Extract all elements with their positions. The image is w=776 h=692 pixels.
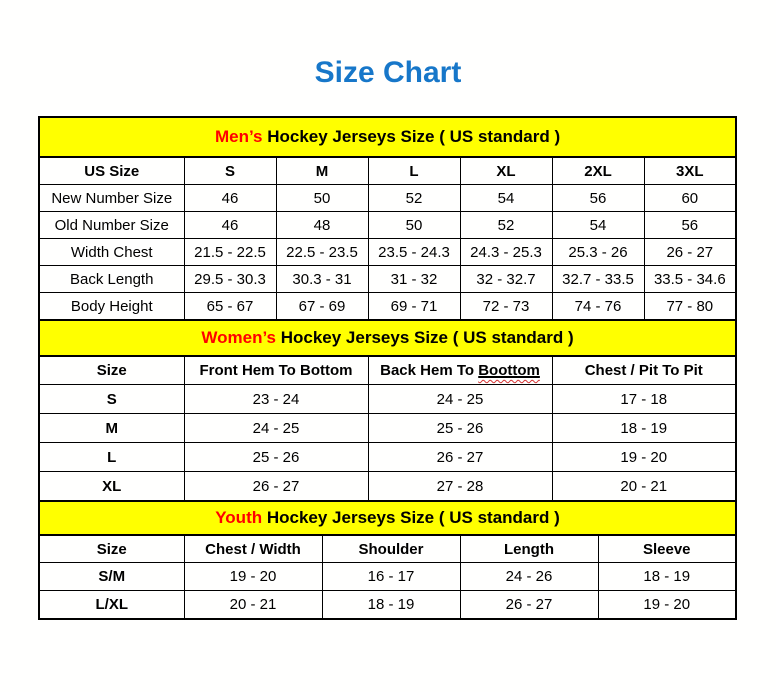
youth-section-title-text: Hockey Jerseys Size ( US standard ) [262, 508, 560, 527]
table-row [39, 239, 736, 266]
size-cell: 52 [368, 185, 460, 212]
table-row [39, 563, 736, 591]
back-hem-prefix: Back Hem To [380, 362, 479, 379]
womens-section-title [39, 320, 736, 356]
size-cell: 19 - 20 [598, 591, 736, 620]
row-label: Back Length [39, 266, 184, 293]
size-cell: 69 - 71 [368, 293, 460, 321]
size-cell: 24 - 26 [460, 563, 598, 591]
size-cell: 18 - 19 [322, 591, 460, 620]
size-cell: 54 [460, 185, 552, 212]
size-cell: 24 - 25 [184, 414, 368, 443]
size-cell: 32 - 32.7 [460, 266, 552, 293]
mens-header-row [39, 157, 736, 185]
size-cell: 48 [276, 212, 368, 239]
row-label: Old Number Size [39, 212, 184, 239]
size-cell: 25 - 26 [184, 443, 368, 472]
size-cell: 19 - 20 [184, 563, 322, 591]
column-header-m: M [276, 157, 368, 185]
column-header-chest-width: Chest / Width [184, 535, 322, 563]
size-cell: 18 - 19 [552, 414, 736, 443]
mens-section-band [39, 117, 736, 157]
column-header-front-hem: Front Hem To Bottom [184, 356, 368, 385]
womens-size-table [38, 319, 737, 502]
size-cell: 26 - 27 [184, 472, 368, 502]
youth-size-table [38, 500, 737, 620]
size-cell: 32.7 - 33.5 [552, 266, 644, 293]
column-header-size: Size [39, 535, 184, 563]
misspelled-word: Boottom [478, 362, 540, 379]
table-row [39, 185, 736, 212]
row-label: S [39, 385, 184, 414]
row-label: XL [39, 472, 184, 502]
mens-section-title [39, 117, 736, 157]
size-cell: 19 - 20 [552, 443, 736, 472]
youth-section-title-highlight: Youth [215, 508, 263, 527]
row-label: New Number Size [39, 185, 184, 212]
size-cell: 20 - 21 [184, 591, 322, 620]
size-cell: 23.5 - 24.3 [368, 239, 460, 266]
size-cell: 23 - 24 [184, 385, 368, 414]
table-row [39, 212, 736, 239]
size-cell: 17 - 18 [552, 385, 736, 414]
size-cell: 26 - 27 [460, 591, 598, 620]
column-header-size: Size [39, 356, 184, 385]
size-cell: 46 [184, 185, 276, 212]
size-cell: 21.5 - 22.5 [184, 239, 276, 266]
misspelled-word-underline [478, 362, 540, 379]
column-header-length: Length [460, 535, 598, 563]
size-cell: 50 [276, 185, 368, 212]
row-label: Body Height [39, 293, 184, 321]
womens-section-title-text: Hockey Jerseys Size ( US standard ) [276, 328, 574, 347]
table-row [39, 472, 736, 502]
size-cell: 74 - 76 [552, 293, 644, 321]
size-cell: 27 - 28 [368, 472, 552, 502]
column-header-shoulder: Shoulder [322, 535, 460, 563]
table-row [39, 443, 736, 472]
size-cell: 26 - 27 [368, 443, 552, 472]
column-header-us-size: US Size [39, 157, 184, 185]
row-label: Width Chest [39, 239, 184, 266]
size-chart-tables [38, 116, 735, 620]
table-row [39, 266, 736, 293]
size-cell: 50 [368, 212, 460, 239]
size-cell: 22.5 - 23.5 [276, 239, 368, 266]
size-cell: 25 - 26 [368, 414, 552, 443]
size-cell: 54 [552, 212, 644, 239]
youth-section-band [39, 501, 736, 535]
mens-section-title-highlight: Men’s [214, 127, 263, 146]
size-cell: 16 - 17 [322, 563, 460, 591]
womens-header-row [39, 356, 736, 385]
size-cell: 56 [644, 212, 736, 239]
size-cell: 31 - 32 [368, 266, 460, 293]
size-cell: 18 - 19 [598, 563, 736, 591]
column-header-l: L [368, 157, 460, 185]
table-row [39, 293, 736, 321]
mens-section-title-text: Hockey Jerseys Size ( US standard ) [262, 127, 561, 146]
row-label: S/M [39, 563, 184, 591]
size-cell: 25.3 - 26 [552, 239, 644, 266]
size-cell: 24 - 25 [368, 385, 552, 414]
size-cell: 72 - 73 [460, 293, 552, 321]
size-cell: 46 [184, 212, 276, 239]
column-header-2xl: 2XL [552, 157, 644, 185]
womens-section-band [39, 320, 736, 356]
column-header-xl: XL [460, 157, 552, 185]
table-row [39, 385, 736, 414]
size-cell: 33.5 - 34.6 [644, 266, 736, 293]
size-cell: 20 - 21 [552, 472, 736, 502]
size-cell: 26 - 27 [644, 239, 736, 266]
page-title: Size Chart [314, 56, 462, 89]
size-cell: 67 - 69 [276, 293, 368, 321]
youth-header-row [39, 535, 736, 563]
womens-section-title-highlight: Women’s [201, 328, 276, 347]
table-row [39, 414, 736, 443]
column-header-chest-pit: Chest / Pit To Pit [552, 356, 736, 385]
size-cell: 60 [644, 185, 736, 212]
size-cell: 24.3 - 25.3 [460, 239, 552, 266]
column-header-back-hem [368, 356, 552, 385]
size-cell: 65 - 67 [184, 293, 276, 321]
size-cell: 56 [552, 185, 644, 212]
size-cell: 29.5 - 30.3 [184, 266, 276, 293]
size-cell: 30.3 - 31 [276, 266, 368, 293]
column-header-s: S [184, 157, 276, 185]
size-cell: 77 - 80 [644, 293, 736, 321]
column-header-sleeve: Sleeve [598, 535, 736, 563]
size-cell: 52 [460, 212, 552, 239]
column-header-3xl: 3XL [644, 157, 736, 185]
row-label: M [39, 414, 184, 443]
mens-size-table [38, 116, 737, 321]
youth-section-title [39, 501, 736, 535]
table-row [39, 591, 736, 620]
row-label: L/XL [39, 591, 184, 620]
row-label: L [39, 443, 184, 472]
